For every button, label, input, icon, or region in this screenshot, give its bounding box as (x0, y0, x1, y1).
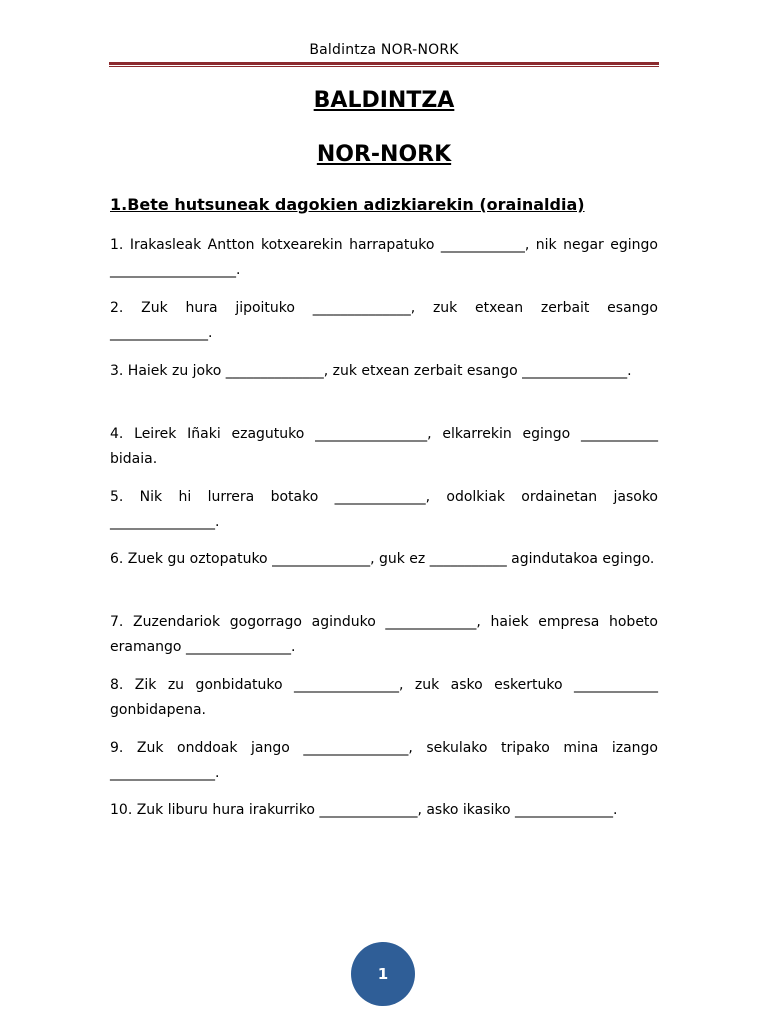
exercise-item: 5. Nik hi lurrera botako _____________, odolkiak ordainetan jasoko _______________. (110, 489, 658, 530)
exercise-item: 1. Irakasleak Antton kotxearekin harrapatuko ____________, nik negar egingo __________________. (110, 237, 658, 278)
header-divider (109, 62, 659, 68)
exercise-item: 10. Zuk liburu hura irakurriko ______________, asko ikasiko ______________. (110, 802, 618, 818)
header-divider-thin (109, 66, 659, 67)
exercise-item: 4. Leirek Iñaki ezagutuko ________________, elkarrekin egingo ___________ bidaia. (110, 426, 658, 467)
document-title: BALDINTZA (313, 88, 455, 113)
header-divider-thick (109, 62, 659, 65)
exercise-item: 7. Zuzendariok gogorrago aginduko _____________, haiek empresa hobeto eramango _______________. (110, 614, 658, 655)
exercise-heading: 1.Bete hutsuneak dagokien adizkiarekin (orainaldia) (110, 195, 585, 214)
page-header: Baldintza NOR-NORK (309, 42, 459, 58)
document-subtitle: NOR-NORK (316, 142, 452, 167)
exercise-item: 8. Zik zu gonbidatuko _______________, zuk asko eskertuko ____________ gonbidapena. (110, 677, 658, 718)
page-number: 1 (377, 965, 389, 983)
exercise-item: 3. Haiek zu joko ______________, zuk etxean zerbait esango _______________. (110, 363, 632, 379)
exercise-item: 6. Zuek gu oztopatuko ______________, guk ez ___________ agindutakoa egingo. (110, 551, 655, 567)
exercise-item: 9. Zuk onddoak jango _______________, sekulako tripako mina izango _______________. (110, 740, 658, 781)
exercise-item: 2. Zuk hura jipoituko ______________, zuk etxean zerbait esango ______________. (110, 300, 658, 341)
page-number-badge (351, 942, 415, 1006)
